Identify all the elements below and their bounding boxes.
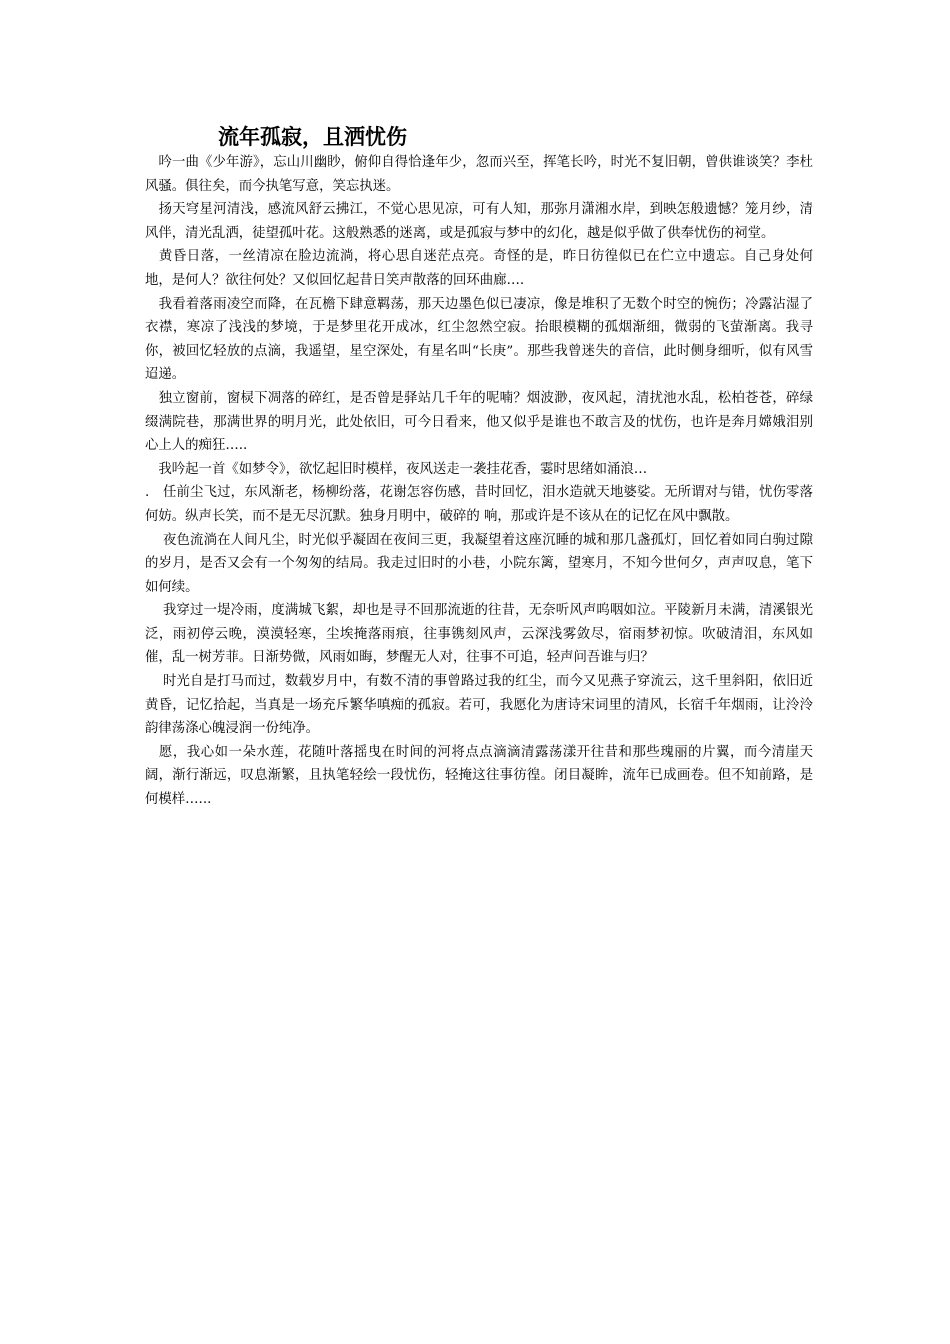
paragraph: 夜色流淌在人间凡尘，时光似乎凝固在夜间三更，我凝望着这座沉睡的城和那几盏孤灯，回忆着如同白驹过隙的岁月，是否又会有一个匆匆的结局。我走过旧时的小巷，小院东篱，望寒月，不知今世何夕，声声叹息，笔下如何续。 (145, 532, 813, 595)
paragraph: 扬天穹星河清浅，感流风舒云拂江，不觉心思见凉，可有人知，那弥月潇湘水岸，到映怎般遗憾？笼月纱，清风伴，清光乱洒，徒望孤叶花。这般熟悉的迷离，或是孤寂与梦中的幻化，越是似乎做了供奉忧伤的祠堂。 (145, 202, 813, 241)
paragraph: 愿，我心如一朵水莲，花随叶落摇曳在时间的河将点点滴滴清露荡漾开往昔和那些瑰丽的片翼，而今清崖天阔，渐行渐远，叹息渐繁，且执笔轻绘一段忧伤，轻掩这往事彷徨。闭目凝眸，流年已成画卷。但不知前路，是何模样…... (145, 744, 813, 808)
paragraph: 黄昏日落，一丝清凉在脸边流淌，将心思自迷茫点亮。奇怪的是，昨日彷徨似已在伫立中遗忘。自己身处何地，是何人？欲往何处？又似回忆起昔日笑声散落的回环曲廊…. (145, 249, 813, 288)
paragraph: 我看着落雨凌空而降，在瓦檐下肆意羁荡，那天边墨色似已凄凉，像是堆积了无数个时空的惋伤；冷露沾湿了衣襟，寒凉了浅浅的梦境，于是梦里花开成冰，红尘忽然空寂。抬眼模糊的孤烟渐细，微弱的飞萤渐离。我寻你，被回忆轻放的点滴，我遥望，星空深处，有星名叫“长庚”。那些我曾迷失的音信，此时侧身细听，似有风雪迢递。 (145, 296, 813, 383)
document-body (145, 151, 813, 812)
paragraph: 吟一曲《少年游》，忘山川幽眇，俯仰自得恰逢年少，忽而兴至，挥笔长吟，时光不复旧朝，曾供谁谈笑？李杜风骚。俱往矣，而今执笔写意，笑忘执迷。 (145, 155, 813, 194)
paragraph: 时光自是打马而过，数载岁月中，有数不清的事曾路过我的红尘，而今又见燕子穿流云，这千里斜阳，依旧近黄昏，记忆拾起，当真是一场充斥繁华嗔痴的孤寂。若可，我愿化为唐诗宋词里的清风，长宿千年烟雨，让泠泠韵律荡涤心魄浸润一份纯净。 (145, 674, 813, 737)
paragraph: . 任前尘飞过，东风渐老，杨柳纷落，花谢怎容伤感，昔时回忆，泪水造就天地婆娑。无所谓对与错，忧伤零落何妨。纵声长笑，而不是无尽沉默。独身月明中，破碎的 响，那或许是不该从在的记忆在风中飘散。 (145, 485, 813, 524)
document-title: 流年孤寂，且洒忧伤 (218, 124, 407, 149)
paragraph: 独立窗前，窗棂下凋落的碎红，是否曾是驿站几千年的呢喃？烟波渺，夜风起，清扰池水乱，松柏苍苍，碎绿缀满院巷，那满世界的明月光，此处依旧，可今日看来，他又似乎是谁也不敢言及的忧伤，也许是奔月嫦娥泪别心上人的痴狂….. (145, 390, 813, 454)
paragraph: 我吟起一首《如梦令》，欲忆起旧时模样，夜风送走一袭挂花香，霎时思绪如涌浪… (145, 461, 648, 477)
paragraph: 我穿过一堤冷雨，度满城飞絮，却也是寻不回那流逝的往昔，无奈听风声呜咽如泣。平陵新月未满，清溪银光泛，雨初停云晚，漠漠轻寒，尘埃掩落雨痕，往事镌刻风声，云深浅雾敛尽，宿雨梦初惊。吹破清泪，东风如催，乱一树芳菲。日渐势微，风雨如晦，梦醒无人对，往事不可追，轻声问吾谁与归？ (145, 603, 813, 666)
